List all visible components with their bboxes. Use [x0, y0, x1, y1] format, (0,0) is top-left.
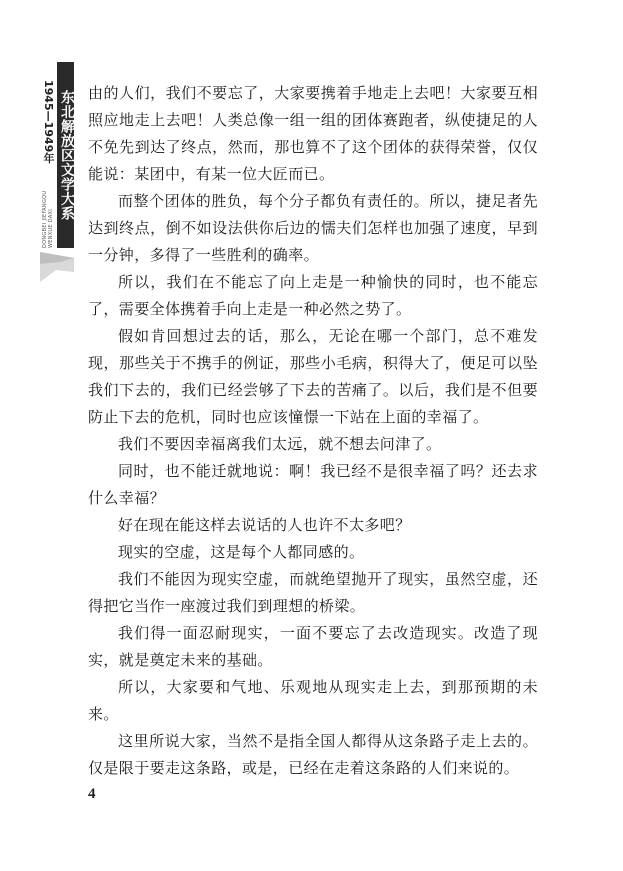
paragraph-9: 我们不能因为现实空虚，而就绝望抛开了现实，虽然空虚，还得把它当作一座渡过我们到理想的桥梁。: [88, 570, 538, 615]
paragraph-10: 我们得一面忍耐现实，一面不要忘了去改造现实。改造了现实，就是奠定未来的基础。: [88, 624, 538, 669]
paragraph-7: 好在现在能这样去说话的人也许不太多吧？: [118, 516, 411, 534]
series-pinyin: DONGBEI JIEFANGQU WENXUE DAXI: [42, 190, 54, 248]
paragraph-11: 所以，大家要和气地、乐观地从现实走上去，到那预期的未来。: [88, 678, 538, 723]
series-sidebar: [40, 62, 74, 284]
page-body: [88, 80, 538, 782]
paragraph-8: 现实的空虚，这是每个人都同感的。: [118, 543, 365, 561]
paragraph-1: 由的人们，我们不要忘了，大家要携着手地走上去吧！大家要互相照应地走上去吧！人类总像一组一组的团体赛跑者，纵使捷足的人不免先到达了终点，然而，那也算不了这个团体的获得荣誉，仅仅能说：某团中，有某一位大匠而已。: [88, 84, 538, 183]
paragraph-3: 所以，我们在不能忘了向上走是一种愉快的同时，也不能忘了，需要全体携着手向上走是一种必然之势了。: [88, 273, 538, 318]
paragraph-12: 这里所说大家，当然不是指全国人都得从这条路子走上去的。仅是限于要走这条路，或是，已经在走着这条路的人们来说的。: [88, 732, 538, 777]
series-years: 1945—1949年: [42, 80, 55, 164]
paragraph-2: 而整个团体的胜负，每个分子都负有责任的。所以，捷足者先达到终点，倒不如设法供你后边的懦夫们怎样也加强了速度，早到一分钟，多得了一些胜利的确率。: [88, 192, 538, 264]
series-title: 东北解放区文学大系: [57, 62, 74, 248]
paragraph-6: 同时，也不能迁就地说：啊！我已经不是很幸福了吗？还去求什么幸福？: [88, 462, 538, 507]
page-number: 4: [88, 786, 96, 802]
flag-icon: [40, 250, 74, 284]
paragraph-4: 假如肯回想过去的话，那么，无论在哪一个部门，总不难发现，那些关于不携手的例证，那些小毛病，积得大了，便足可以坠我们下去的，我们已经尝够了下去的苦痛了。以后，我们是不但要防止下去的危机，同时也应该憧憬一下站在上面的幸福了。: [88, 327, 538, 426]
paragraph-5: 我们不要因幸福离我们太远，就不想去问津了。: [118, 435, 442, 453]
